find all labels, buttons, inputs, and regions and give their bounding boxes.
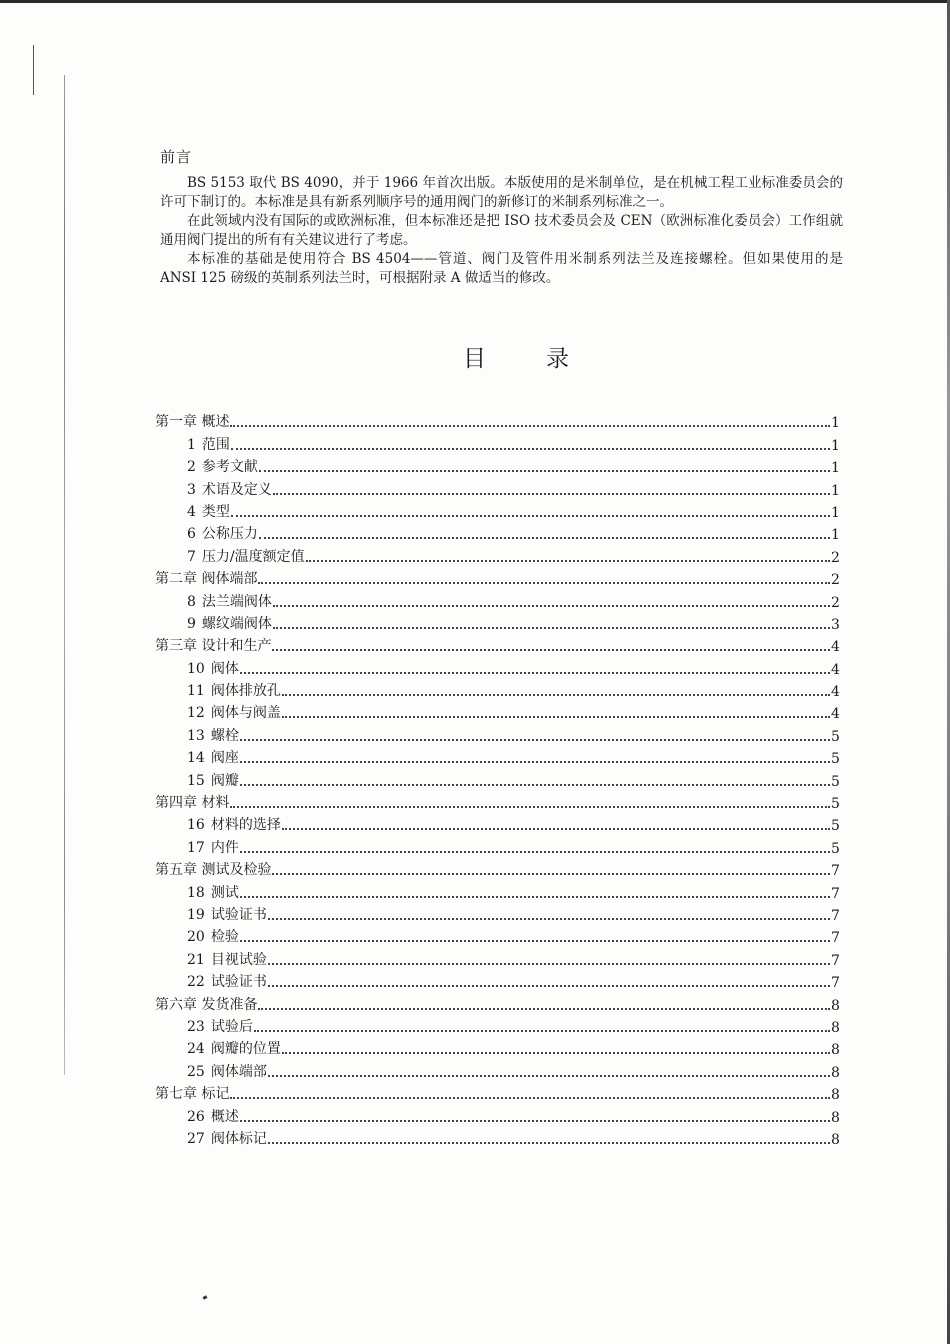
toc-entry-label: 阀体: [210, 660, 239, 677]
toc-entry-label: 测试: [210, 884, 239, 901]
toc-page-number: 1: [831, 437, 840, 454]
toc-entry-title: [155, 1083, 229, 1103]
toc-entry-number: 16: [187, 817, 205, 834]
toc-page-number: 4: [831, 706, 840, 723]
toc-section-entry[interactable]: [155, 655, 839, 677]
toc-leader-dots: [230, 805, 830, 808]
toc-entry-title: [155, 635, 271, 655]
toc-entry-label: 试验证书: [210, 974, 267, 991]
toc-leader-dots: [268, 917, 830, 920]
toc-entry-number: 14: [187, 750, 205, 767]
toc-chapter-entry[interactable]: [155, 566, 839, 588]
toc-page-number: 4: [831, 639, 840, 656]
toc-entry-title: [187, 971, 267, 991]
toc-page-number: 8: [831, 1064, 840, 1081]
toc-entry-label: 试验证书: [210, 906, 267, 923]
toc-section-entry[interactable]: [155, 499, 839, 521]
toc-page-number: 4: [831, 661, 840, 678]
toc-entry-title: [155, 792, 229, 812]
toc-chapter-entry[interactable]: [155, 790, 839, 812]
toc-entry-title: [155, 994, 257, 1014]
toc-chapter-entry[interactable]: [155, 409, 839, 431]
toc-entry-number: 25: [187, 1063, 205, 1080]
toc-entry-number: 12: [187, 705, 205, 722]
toc-page-number: 7: [831, 907, 840, 924]
toc-section-entry[interactable]: [155, 879, 839, 901]
toc-entry-title: [155, 859, 271, 879]
toc-entry-number: 15: [187, 772, 205, 789]
toc-entry-title: [187, 882, 239, 902]
toc-chapter-entry[interactable]: [155, 1081, 839, 1103]
toc-section-entry[interactable]: [155, 722, 839, 744]
toc-section-entry[interactable]: [155, 543, 839, 565]
toc-page-number: 1: [831, 504, 840, 521]
foreword-paragraph-2: 在此领域内没有国际的或欧洲标准，但本标准还是把 ISO 技术委员会及 CEN（欧洲标准化委员会）工作组就通用阀门提出的所有有关建议进行了考虑。: [160, 213, 843, 248]
toc-entry-label: 类型: [201, 503, 230, 520]
toc-entry-title: [187, 434, 230, 454]
toc-leader-dots: [268, 1074, 830, 1077]
toc-page-number: 5: [831, 796, 840, 813]
toc-leader-dots: [273, 604, 830, 607]
toc-entry-label: 阀体端部: [210, 1063, 267, 1080]
toc-entry-title: [187, 1061, 267, 1081]
foreword-paragraph-3: 本标准的基础是使用符合 BS 4504——管道、阀门及管件用米制系列法兰及连接螺栓。但如果使用的是 ANSI 125 磅级的英制系列法兰时，可根据附录 A 做适当的修改。: [160, 251, 843, 286]
toc-entry-label: 第六章 发货准备: [155, 996, 258, 1013]
toc-leader-dots: [240, 671, 830, 674]
toc-leader-dots: [240, 850, 830, 853]
toc-section-entry[interactable]: [155, 678, 839, 700]
toc-entry-title: [187, 837, 239, 857]
toc-page-number: 2: [831, 549, 840, 566]
toc-page-number: 8: [831, 1109, 840, 1126]
toc-leader-dots: [282, 715, 830, 718]
toc-entry-label: 试验后: [210, 1018, 253, 1035]
toc-entry-label: 目视试验: [210, 951, 267, 968]
toc-entry-title: [187, 479, 272, 499]
scan-top-edge: [0, 0, 950, 3]
toc-leader-dots: [282, 1051, 830, 1054]
toc-leader-dots: [272, 648, 830, 651]
toc-section-entry[interactable]: [155, 588, 839, 610]
toc-entry-label: 材料的选择: [210, 817, 281, 834]
toc-section-entry[interactable]: [155, 1014, 839, 1036]
toc-leader-dots: [240, 895, 830, 898]
toc-leader-dots: [273, 492, 830, 495]
toc-entry-title: [187, 926, 239, 946]
toc-section-entry[interactable]: [155, 1103, 839, 1125]
toc-entry-number: 20: [187, 929, 205, 946]
toc-entry-label: 阀体排放孔: [210, 683, 281, 700]
toc-page-number: 8: [831, 1019, 840, 1036]
toc-section-entry[interactable]: [155, 700, 839, 722]
toc-entry-title: [187, 747, 239, 767]
toc-leader-dots: [268, 962, 830, 965]
toc-entry-number: 10: [187, 660, 205, 677]
toc-leader-dots: [240, 760, 830, 763]
toc-chapter-entry[interactable]: [155, 857, 839, 879]
toc-page-number: 5: [831, 818, 840, 835]
toc-leader-dots: [230, 1096, 830, 1099]
toc-entry-label: 第一章 概述: [155, 414, 230, 431]
toc-leader-dots: [282, 827, 830, 830]
toc-entry-label: 范围: [201, 436, 230, 453]
toc-entry-number: 23: [187, 1018, 205, 1035]
toc-entry-label: 第五章 测试及检验: [155, 862, 272, 879]
foreword-title: 前言: [160, 148, 193, 166]
toc-section-entry[interactable]: [155, 521, 839, 543]
toc-leader-dots: [259, 469, 830, 472]
toc-page-number: 8: [831, 1042, 840, 1059]
toc-entry-title: [155, 568, 257, 588]
toc-entry-title: [187, 523, 258, 543]
toc-title: 目录: [463, 346, 629, 372]
toc-entry-label: 第四章 材料: [155, 795, 230, 812]
toc-section-entry[interactable]: [155, 924, 839, 946]
toc-section-entry[interactable]: [155, 454, 839, 476]
toc-entry-number: 26: [187, 1108, 205, 1125]
toc-page-number: 5: [831, 840, 840, 857]
toc-section-entry[interactable]: [155, 834, 839, 856]
foreword-section: [160, 148, 843, 288]
toc-page-number: 8: [831, 997, 840, 1014]
toc-leader-dots: [254, 1029, 830, 1032]
toc-entry-number: 1: [187, 436, 196, 453]
toc-entry-label: 阀座: [210, 750, 239, 767]
toc-entry-title: [187, 658, 239, 678]
toc-entry-title: [155, 411, 229, 431]
toc-entry-label: 螺纹端阀体: [201, 615, 272, 632]
toc-section-entry[interactable]: [155, 969, 839, 991]
toc-entry-label: 阀体标记: [210, 1130, 267, 1147]
toc-entry-title: [187, 1106, 239, 1126]
toc-page-number: 7: [831, 975, 840, 992]
toc-leader-dots: [258, 1007, 830, 1010]
toc-entry-number: 7: [187, 548, 196, 565]
toc-page-number: 7: [831, 885, 840, 902]
toc-entry-title: [187, 814, 281, 834]
toc-section-entry[interactable]: [155, 1058, 839, 1080]
toc-chapter-entry[interactable]: [155, 633, 839, 655]
toc-page-number: 1: [831, 527, 840, 544]
toc-page-number: 5: [831, 773, 840, 790]
toc-entry-number: 13: [187, 727, 205, 744]
toc-entry-title: [187, 546, 305, 566]
scan-binding-line: [64, 75, 65, 1075]
toc-entry-number: 2: [187, 459, 196, 476]
toc-section-entry[interactable]: [155, 1126, 839, 1148]
toc-entry-number: 17: [187, 839, 205, 856]
toc-entry-number: 6: [187, 526, 196, 543]
toc-leader-dots: [231, 514, 830, 517]
toc-entry-title: [187, 680, 281, 700]
toc-entry-number: 19: [187, 906, 205, 923]
foreword-paragraph-1: BS 5153 取代 BS 4090，并于 1966 年首次出版。本版使用的是米制单位，是在机械工程工业标准委员会的许可下制订的。本标准是具有新系列顺序号的通用阀门的新修订的米制系列标准之一。: [160, 175, 843, 210]
toc-entry-label: 法兰端阀体: [201, 593, 272, 610]
toc-entry-label: 检验: [210, 929, 239, 946]
toc-entry-title: [187, 591, 272, 611]
toc-page-number: 2: [831, 572, 840, 589]
toc-leader-dots: [282, 693, 830, 696]
toc-entry-label: 参考文献: [201, 459, 258, 476]
toc-entry-title: [187, 1038, 281, 1058]
toc-leader-dots: [240, 1119, 830, 1122]
toc-section-entry[interactable]: [155, 745, 839, 767]
toc-entry-number: 4: [187, 503, 196, 520]
toc-entry-title: [187, 949, 267, 969]
toc-entry-label: 第七章 标记: [155, 1086, 230, 1103]
toc-page-number: 1: [831, 415, 840, 432]
toc-page-number: 7: [831, 863, 840, 880]
toc-entry-title: [187, 1128, 267, 1148]
toc-leader-dots: [268, 1141, 830, 1144]
toc-entry-label: 内件: [210, 839, 239, 856]
toc-leader-dots: [240, 738, 830, 741]
toc-leader-dots: [259, 536, 830, 539]
toc-section-entry[interactable]: [155, 812, 839, 834]
toc-entry-label: 阀瓣的位置: [210, 1041, 281, 1058]
toc-leader-dots: [240, 939, 830, 942]
toc-leader-dots: [231, 447, 830, 450]
toc-leader-dots: [272, 872, 830, 875]
toc-section-entry[interactable]: [155, 946, 839, 968]
toc-entry-label: 螺栓: [210, 727, 239, 744]
toc-entry-title: [187, 904, 267, 924]
toc-entry-label: 第二章 阀体端部: [155, 571, 258, 588]
toc-entry-number: 27: [187, 1130, 205, 1147]
toc-page-number: 5: [831, 751, 840, 768]
toc-entry-label: 第三章 设计和生产: [155, 638, 272, 655]
toc-page-number: 7: [831, 952, 840, 969]
toc-section-entry[interactable]: [155, 767, 839, 789]
toc-page-number: 5: [831, 728, 840, 745]
toc-section-entry[interactable]: [155, 476, 839, 498]
toc-entry-label: 公称压力: [201, 526, 258, 543]
toc-entry-number: 24: [187, 1041, 205, 1058]
toc-entry-label: 概述: [210, 1108, 239, 1125]
toc-section-entry[interactable]: [155, 431, 839, 453]
toc-entry-number: 3: [187, 481, 196, 498]
toc-entry-number: 18: [187, 884, 205, 901]
toc-entry-label: 阀瓣: [210, 772, 239, 789]
toc-leader-dots: [273, 626, 830, 629]
toc-page-number: 1: [831, 482, 840, 499]
toc-page-number: 8: [831, 1131, 840, 1148]
scan-binding-mark: [33, 45, 34, 95]
table-of-contents: [155, 409, 839, 1148]
toc-entry-title: [187, 501, 230, 521]
toc-leader-dots: [258, 581, 830, 584]
toc-entry-title: [187, 702, 281, 722]
scan-speck: [203, 1295, 208, 1300]
toc-leader-dots: [230, 424, 830, 427]
toc-entry-number: 11: [187, 683, 205, 700]
toc-entry-title: [187, 613, 272, 633]
toc-page-number: 3: [831, 616, 840, 633]
toc-entry-title: [187, 725, 239, 745]
toc-entry-title: [187, 1016, 253, 1036]
toc-entry-title: [187, 456, 258, 476]
toc-entry-label: 压力/温度额定值: [201, 548, 305, 565]
toc-entry-number: 22: [187, 974, 205, 991]
toc-section-entry[interactable]: [155, 902, 839, 924]
toc-leader-dots: [306, 559, 830, 562]
toc-entry-title: [187, 770, 239, 790]
toc-page-number: 4: [831, 684, 840, 701]
toc-section-entry[interactable]: [155, 1036, 839, 1058]
toc-page-number: 1: [831, 460, 840, 477]
toc-entry-label: 阀体与阀盖: [210, 705, 281, 722]
toc-section-entry[interactable]: [155, 611, 839, 633]
toc-entry-number: 8: [187, 593, 196, 610]
toc-entry-label: 术语及定义: [201, 481, 272, 498]
toc-entry-number: 21: [187, 951, 205, 968]
toc-page-number: 2: [831, 594, 840, 611]
toc-leader-dots: [268, 984, 830, 987]
toc-page-number: 7: [831, 930, 840, 947]
toc-page-number: 8: [831, 1087, 840, 1104]
toc-chapter-entry[interactable]: [155, 991, 839, 1013]
toc-entry-number: 9: [187, 615, 196, 632]
toc-leader-dots: [240, 783, 830, 786]
